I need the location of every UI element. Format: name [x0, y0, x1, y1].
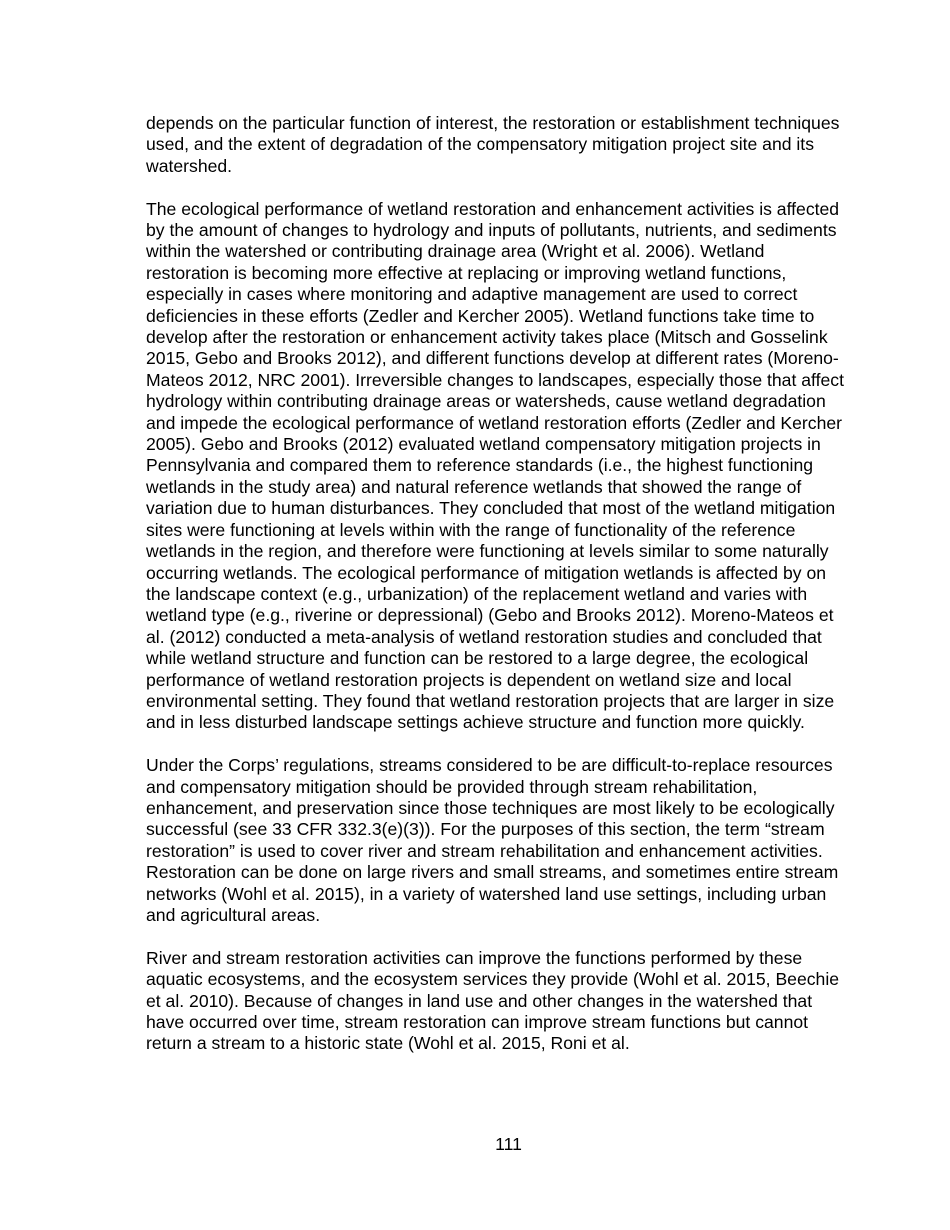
body-text [146, 113, 846, 1076]
paragraph-stream-restoration: River and stream restoration activities can improve the functions performed by these aquatic ecosystems, and the ecosystem services they provide (Wohl et al. 2015, Beechie et al. 2010). Because of changes in land use and other changes in the watershed that have occurred over time, stream restoration can improve stream functions but cannot return a stream to a historic state (Wohl et al. 2015, Roni et al. [146, 947, 840, 1054]
paragraph-corps-regulations: Under the Corps’ regulations, streams considered to be are difficult-to-replace resources and compensatory mitigation should be provided through stream rehabilitation, enhancement, and preservation since those techniques are most likely to be ecologically successful (see 33 CFR 332.3(e)(3)). For the purposes of this section, the term “stream restoration” is used to cover river and stream rehabilitation and enhancement activities. Restoration can be done on large rivers and small streams, and sometimes entire stream networks (Wohl et al. 2015), in a variety of watershed land use settings, including urban and agricultural areas. [146, 755, 839, 925]
paragraph-wetland-performance: The ecological performance of wetland restoration and enhancement activities is affected by the amount of changes to hydrology and inputs of pollutants, nutrients, and sediments within the watershed or contributing drainage area (Wright et al. 2006). Wetland restoration is becoming more effective at replacing or improving wetland functions, especially in cases where monitoring and adaptive management are used to correct deficiencies in these efforts (Zedler and Kercher 2005). Wetland functions take time to develop after the restoration or enhancement activity takes place (Mitsch and Gosselink 2015, Gebo and Brooks 2012), and different functions develop at different rates (Moreno-Mateos 2012, NRC 2001). Irreversible changes to landscapes, especially those that affect hydrology within contributing drainage areas or watersheds, cause wetland degradation and impede the ecological performance of wetland restoration efforts (Zedler and Kercher 2005). Gebo and Brooks (2012) evaluated wetland compensatory mitigation projects in Pennsylvania and compared them to reference standards (i.e., the highest functioning wetlands in the study area) and natural reference wetlands that showed the range of variation due to human disturbances. They concluded that most of the wetland mitigation sites were functioning at levels within with the range of functionality of the reference wetlands in the region, and therefore were functioning at levels similar to some naturally occurring wetlands. The ecological performance of mitigation wetlands is affected by on the landscape context (e.g., urbanization) of the replacement wetland and varies with wetland type (e.g., riverine or depressional) (Gebo and Brooks 2012). Moreno-Mateos et al. (2012) conducted a meta-analysis of wetland restoration studies and concluded that while wetland structure and function can be restored to a large degree, the ecological performance of wetland restoration projects is dependent on wetland size and local environmental setting. They found that wetland restoration projects that are larger in size and in less disturbed landscape settings achieve structure and function more quickly. [146, 198, 844, 733]
page-number: 111 [495, 1134, 522, 1154]
paragraph-continuation: depends on the particular function of interest, the restoration or establishment techniques used, and the extent of degradation of the compensatory mitigation project site and its watershed. [146, 113, 840, 176]
